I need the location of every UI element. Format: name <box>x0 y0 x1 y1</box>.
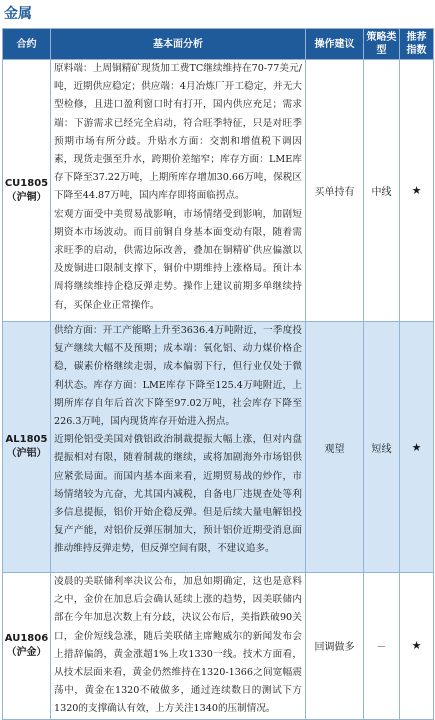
table-header-row <box>3 29 434 60</box>
header-analysis: 基本面分析 <box>51 29 306 60</box>
contract-name: （沪铜） <box>6 191 47 203</box>
index-star: ★ <box>400 573 434 720</box>
analysis-cell <box>51 573 306 720</box>
header-strategy-type: 策略类型 <box>364 29 400 60</box>
analysis-paragraph: 宏观方面受中美贸易战影响，市场情绪受到影响，加剧短期资本市场波动。而目前铜自身基本面变动有限，随着需求旺季的启动，供需边际改善，叠加在铜精矿供应偏激以及废铜进口限制支撑下，铜价中期维持上涨格局。预计本周将继续维持企稳反弹走势。操作上建议前期多单继续持有，买保企业正常操作。 <box>54 208 302 311</box>
contract-code: AL1805 <box>5 434 48 445</box>
contract-cell <box>3 573 51 720</box>
table-row-cu1805 <box>3 60 434 322</box>
table-row-au1806 <box>3 573 434 720</box>
analysis-paragraph: 近期伦铝受美国对俄铝政治制裁提振大幅上涨，但对内盘提振相对有限，随着制裁的继续，或将加剧海外市场铝供应紧张局面。而国内基本面来看，近期贸易战的炒作，市场情绪较为亢奋，尤其国内减税，自备电厂违规查处等利多信息提振，铝价开始企稳反弹。但是后续大量电解铝投复产产能，对铝价反弹压制加大，预计铝价近期受消息面推动维持反弹走势，但反弹空间有限，不建议追多。 <box>54 434 302 555</box>
strategy-type-cell: － <box>364 573 400 720</box>
analysis-paragraph: 供给方面：开工产能略上升至3636.4万吨附近，一季度投复产继续大幅不及预期；成本端：氧化铝、动力煤价格企稳，碳素价格继续走弱，成本偏弱下行，但行业仅处于微利状态。库存方面：LME库存下降至125.4万吨附近，上期所库存自年后首次下降至97.02万吨，社会库存下降至226.3万吨，国内现货库存开始进入拐点。 <box>54 325 302 428</box>
advice-cell: 观望 <box>306 322 364 573</box>
header-contract: 合约 <box>3 29 51 60</box>
contract-name: （沪铝） <box>6 448 47 459</box>
metals-table <box>2 28 434 720</box>
contract-cell <box>3 60 51 322</box>
contract-code: CU1805 <box>4 177 49 189</box>
strategy-type-cell: 短线 <box>364 322 400 573</box>
header-advice: 操作建议 <box>306 29 364 60</box>
analysis-paragraph: 凌晨的美联储利率决议公布，加息如期确定，这也是意料之中，金价在加息后会确认延续上涨的趋势，因美联储内部在今年加息次数上有分歧，决议公布后，美指跌破90关口，金价短线急涨，随后美联储主席鲍威尔的新闻发布会上措辞偏鸽，黄金涨超1%上攻1330一线。技术方面看，从技术层面来看，黄金仍然维持在1320-1366之间宽幅震荡中，黄金在1320不破做多，通过连续数日的测试下方1320的支撑确认有效，上方关注1340的压制情况。 <box>54 576 302 715</box>
analysis-cell <box>51 322 306 573</box>
analysis-cell <box>51 60 306 322</box>
advice-cell: 买单持有 <box>306 60 364 322</box>
strategy-type-cell: 中线 <box>364 60 400 322</box>
section-title: 金属 <box>4 6 32 22</box>
index-star: ★ <box>400 60 434 322</box>
contract-code: AU1806 <box>4 632 49 644</box>
index-star: ★ <box>400 322 434 573</box>
contract-name: （沪金） <box>6 646 47 658</box>
contract-cell <box>3 322 51 573</box>
advice-cell: 回调做多 <box>306 573 364 720</box>
analysis-paragraph: 原料端：上周铜精矿现货加工费TC继续维持在70-77美元/吨，近期供应稳定；供应端：4月冶炼厂开工稳定，并无大型检修，且进口盈利窗口时有打开，国内供应充足；需求端：下游需求已经完全启动，符合旺季特征，只是对旺季预期市场有所分歧。升贴水方面：交割和增值税下调因素，现货走强至升水，跨期价差缩窄；库存方面：LME库存下降至37.22万吨，上期所库存增加30.66万吨，保税区下降至44.87万吨，国内库存即将面临拐点。 <box>54 63 302 202</box>
table-row-al1805 <box>3 322 434 573</box>
header-index: 推荐指数 <box>400 29 434 60</box>
